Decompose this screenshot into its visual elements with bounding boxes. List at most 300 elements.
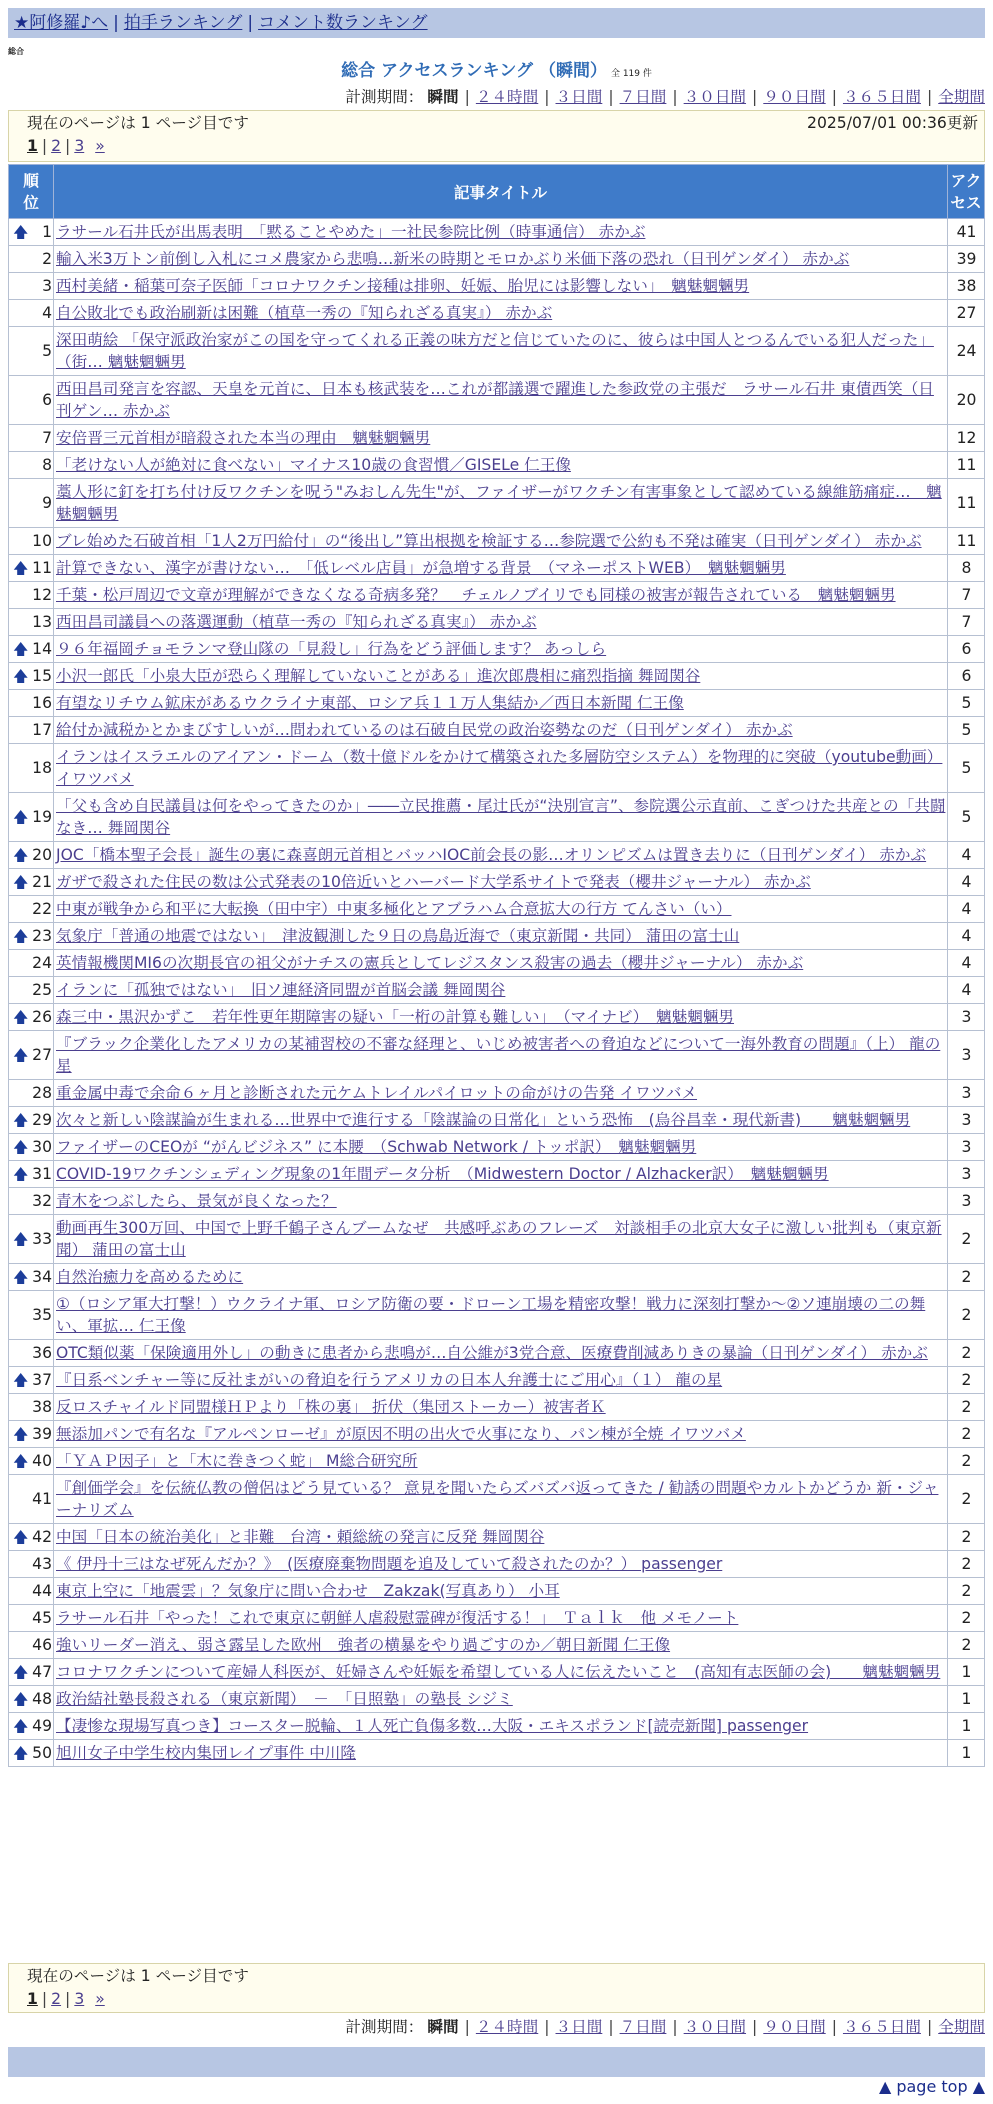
- rank-cell: [9, 977, 54, 1004]
- access-count: 41: [948, 219, 985, 246]
- rank-number: 3: [42, 277, 52, 295]
- page-info-box: [8, 110, 985, 162]
- title-cell: [54, 1107, 948, 1134]
- access-count: 3: [948, 1004, 985, 1031]
- article-title-link[interactable]: 政治結社塾長殺される（東京新聞） － 「日照塾」の塾長 シジミ: [56, 1690, 513, 1708]
- article-title-link[interactable]: 西村美緒・稲葉可奈子医師「コロナワクチン接種は排卵、妊娠、胎児には影響しない」 魑魅魍魎男: [56, 277, 750, 295]
- table-row: [9, 1134, 985, 1161]
- title-cell: [54, 869, 948, 896]
- rank-cell: [9, 1551, 54, 1578]
- access-count: 4: [948, 842, 985, 869]
- table-row: [9, 717, 985, 744]
- title-cell: [54, 300, 948, 327]
- article-title-link[interactable]: 重金属中毒で余命６ヶ月と診断された元ケムトレイルパイロットの命がけの告発 イワツバメ: [56, 1084, 698, 1102]
- rank-cell: [9, 1578, 54, 1605]
- page-top-link[interactable]: ▲ page top ▲: [878, 2077, 985, 2096]
- pager-current-page[interactable]: 1: [27, 137, 38, 155]
- access-count: 5: [948, 744, 985, 793]
- table-row: [9, 1291, 985, 1340]
- title-cell: [54, 663, 948, 690]
- title-cell: [54, 1524, 948, 1551]
- rank-number: 50: [32, 1744, 52, 1762]
- title-cell: [54, 1578, 948, 1605]
- table-row: [9, 1394, 985, 1421]
- title-cell: [54, 923, 948, 950]
- pager-next-link[interactable]: »: [95, 137, 105, 155]
- table-row: [9, 690, 985, 717]
- rank-cell: [9, 300, 54, 327]
- table-row: [9, 1551, 985, 1578]
- title-cell: [54, 1367, 948, 1394]
- period-separator: |: [831, 2018, 837, 2036]
- rank-number: 24: [32, 954, 52, 972]
- access-count: 24: [948, 327, 985, 376]
- period-label: 計測期間：: [345, 2018, 424, 2036]
- period-label: 計測期間：: [345, 88, 424, 106]
- table-row: [9, 1740, 985, 1767]
- title-cell: [54, 1686, 948, 1713]
- rank-number: 16: [32, 694, 52, 712]
- table-row: [9, 923, 985, 950]
- access-count: 2: [948, 1578, 985, 1605]
- title-cell: [54, 977, 948, 1004]
- period-option-link[interactable]: ３０日間: [683, 88, 747, 106]
- article-title-link[interactable]: 藁人形に釘を打ち付け反ワクチンを呪う"みおしん先生"が、ファイザーがワクチン有害事象として認めている線維筋痛症… 魑魅魍魎男: [56, 483, 942, 523]
- rank-cell: [9, 842, 54, 869]
- article-title-link[interactable]: 西田昌司発言を容認、天皇を元首に、日本も核武装を…これが都議選で躍進した参政党の主張だ ラサール石井 東債西笑（日刊ゲン… 赤かぶ: [56, 380, 934, 420]
- table-row: [9, 663, 985, 690]
- rank-cell: [9, 1215, 54, 1264]
- article-title-link[interactable]: 次々と新しい陰謀論が生まれる…世界中で進行する「陰謀論の日常化」という恐怖 (烏谷昌幸・現代新書) 魑魅魍魎男: [56, 1111, 911, 1129]
- rank-cell: [9, 1264, 54, 1291]
- access-count: 3: [948, 1031, 985, 1080]
- article-title-link[interactable]: 英情報機関MI6の次期長官の祖父がナチスの憲兵としてレジスタンス殺害の過去（櫻井ジャーナル） 赤かぶ: [56, 954, 804, 972]
- table-row: [9, 376, 985, 425]
- article-title-link[interactable]: ファイザーのCEOが “がんビジネス” に本腰 （Schwab Network / トッポ訳） 魑魅魍魎男: [56, 1138, 697, 1156]
- title-cell: [54, 1740, 948, 1767]
- access-count: 2: [948, 1291, 985, 1340]
- period-separator: |: [752, 88, 758, 106]
- pager-current-page[interactable]: 1: [27, 1990, 38, 2008]
- article-title-link[interactable]: イランはイスラエルのアイアン・ドーム（数十億ドルをかけて構築された多層防空システム）を物理的に突破（youtube動画） イワツバメ: [56, 748, 943, 788]
- article-title-link[interactable]: ラサール石井「やった！これで東京に朝鮮人虐殺慰霊碑が復活する！」 Ｔａｌｋ 他 メモノート: [56, 1609, 739, 1627]
- pager-separator: |: [65, 137, 71, 155]
- pager-page-link[interactable]: 2: [51, 137, 62, 155]
- rank-number: 46: [32, 1636, 52, 1654]
- rank-cell: [9, 869, 54, 896]
- access-count: 5: [948, 690, 985, 717]
- rank-number: 32: [32, 1192, 52, 1210]
- rank-cell: [9, 1394, 54, 1421]
- pager-page-link[interactable]: 3: [74, 137, 85, 155]
- rank-cell: [9, 1448, 54, 1475]
- period-separator: |: [464, 2018, 470, 2036]
- access-count: 2: [948, 1367, 985, 1394]
- period-option-link[interactable]: ３６５日間: [842, 88, 921, 106]
- rank-number: 27: [32, 1046, 52, 1064]
- period-option-link[interactable]: 全期間: [938, 2018, 985, 2036]
- rank-number: 13: [32, 613, 52, 631]
- access-count: 38: [948, 273, 985, 300]
- article-title-link[interactable]: コロナワクチンについて産婦人科医が、妊婦さんや妊娠を希望している人に伝えたいこと (高知有志医師の会) 魑魅魍魎男: [56, 1663, 941, 1681]
- table-row: [9, 246, 985, 273]
- article-title-link[interactable]: 旭川女子中学生校内集団レイプ事件 中川隆: [56, 1744, 356, 1762]
- title-cell: [54, 1031, 948, 1080]
- nav-separator: |: [113, 13, 119, 33]
- article-title-link[interactable]: 強いリーダー消え、弱さ露呈した欧州 強者の横暴をやり過ごすのか／朝日新聞 仁王像: [56, 1636, 671, 1654]
- access-count: 3: [948, 1107, 985, 1134]
- pager-page-link[interactable]: 2: [51, 1990, 62, 2008]
- title-cell: [54, 1713, 948, 1740]
- column-header-title: 記事タイトル: [54, 165, 948, 219]
- period-separator: |: [464, 88, 470, 106]
- rank-cell: [9, 1080, 54, 1107]
- rank-cell: [9, 528, 54, 555]
- title-cell: [54, 1004, 948, 1031]
- rank-up-arrow-icon: 🡅: [13, 1138, 29, 1156]
- title-cell: [54, 1264, 948, 1291]
- access-count: 27: [948, 300, 985, 327]
- rank-number: 35: [32, 1306, 52, 1324]
- rank-cell: [9, 246, 54, 273]
- access-count: 7: [948, 609, 985, 636]
- table-row: [9, 1080, 985, 1107]
- article-title-link[interactable]: ９６年福岡チョモランマ登山隊の「見殺し」行為をどう評価します？ あっしら: [56, 640, 607, 658]
- rank-cell: [9, 582, 54, 609]
- table-row: [9, 950, 985, 977]
- period-option-link[interactable]: ３０日間: [683, 2018, 747, 2036]
- title-cell: [54, 1134, 948, 1161]
- article-title-link[interactable]: 小沢一郎氏「小泉大臣が恐らく理解していないことがある」進次郎農相に痛烈指摘 舞岡関谷: [56, 667, 701, 685]
- rank-number: 7: [42, 429, 52, 447]
- table-row: [9, 1367, 985, 1394]
- table-row: [9, 1004, 985, 1031]
- table-row: [9, 896, 985, 923]
- column-header-rank: 順位: [9, 165, 54, 219]
- rank-number: 29: [32, 1111, 52, 1129]
- article-title-link[interactable]: 千葉・松戸周辺で文章が理解ができなくなる奇病多発？ チェルノブイリでも同様の被害が報告されている 魑魅魍魎男: [56, 586, 896, 604]
- rank-up-arrow-icon: 🡅: [13, 1528, 29, 1546]
- title-cell: [54, 1394, 948, 1421]
- rank-number: 14: [32, 640, 52, 658]
- article-title-link[interactable]: 反ロスチャイルド同盟様ＨＰより「株の裏」 折伏（集団ストーカー）被害者Ｋ: [56, 1398, 606, 1416]
- table-row: [9, 555, 985, 582]
- rank-number: 47: [32, 1663, 52, 1681]
- title-cell: [54, 1080, 948, 1107]
- home-link[interactable]: ★阿修羅♪へ: [14, 13, 109, 33]
- article-title-link[interactable]: 無添加パンで有名な『アルペンローゼ』が原因不明の出火で火事になり、パン棟が全焼 イワツバメ: [56, 1425, 746, 1443]
- article-title-link[interactable]: 有望なリチウム鉱床があるウクライナ東部、ロシア兵１１万人集結か／西日本新聞 仁王像: [56, 694, 684, 712]
- access-count: 2: [948, 1264, 985, 1291]
- page-top: [879, 2075, 985, 2099]
- rank-cell: [9, 1107, 54, 1134]
- access-count: 2: [948, 1421, 985, 1448]
- article-title-link[interactable]: 自然治癒力を高めるために: [56, 1268, 244, 1286]
- rank-cell: [9, 1740, 54, 1767]
- access-count: 5: [948, 717, 985, 744]
- table-row: [9, 1632, 985, 1659]
- access-count: 6: [948, 663, 985, 690]
- table-row: [9, 1264, 985, 1291]
- table-row: [9, 528, 985, 555]
- rank-number: 31: [32, 1165, 52, 1183]
- title-cell: [54, 246, 948, 273]
- title-cell: [54, 376, 948, 425]
- bottom-bar: [8, 2047, 985, 2077]
- rank-up-arrow-icon: 🡅: [13, 559, 29, 577]
- rank-cell: [9, 273, 54, 300]
- article-title-link[interactable]: 「父も含め自民議員は何をやってきたのか」――立民推薦・尾辻氏が“決別宣言”、参院選公示直前、こぎつけた共産との「共闘なき… 舞岡関谷: [56, 797, 946, 837]
- period-option-link[interactable]: ３６５日間: [842, 2018, 921, 2036]
- pager-bottom: [27, 1988, 105, 2010]
- rank-number: 48: [32, 1690, 52, 1708]
- access-count: 11: [948, 452, 985, 479]
- rank-number: 42: [32, 1528, 52, 1546]
- table-row: [9, 1188, 985, 1215]
- rank-number: 36: [32, 1344, 52, 1362]
- title-cell: [54, 717, 948, 744]
- article-title-link[interactable]: 動画再生300万回、中国で上野千鶴子さんブームなぜ 共感呼ぶあのフレーズ 対談相手の北京大女子に激しい批判も（東京新聞） 蒲田の富士山: [56, 1219, 942, 1259]
- article-title-link[interactable]: 深田萌絵 「保守派政治家がこの国を守ってくれる正義の味方だと信じていたのに、彼らは中国人とつるんでいる犯人だった」（街… 魑魅魍魎男: [56, 331, 934, 371]
- title-cell: [54, 1161, 948, 1188]
- article-title-link[interactable]: 自公敗北でも政治刷新は困難（植草一秀の『知られざる真実』） 赤かぶ: [56, 304, 553, 322]
- applause-ranking-link[interactable]: 拍手ランキング: [123, 13, 243, 33]
- article-title-link[interactable]: 『創価学会』を伝統仏教の僧侶はどう見ている？ 意見を聞いたらズバズバ返ってきた / 勧誘の問題やカルトかどうか 新・ジャーナリズム: [56, 1479, 939, 1519]
- rank-number: 23: [32, 927, 52, 945]
- article-title-link[interactable]: 安倍晋三元首相が暗殺された本当の理由 魑魅魍魎男: [56, 429, 431, 447]
- table-row: [9, 300, 985, 327]
- rank-cell: [9, 1367, 54, 1394]
- period-current: 瞬間: [427, 2018, 459, 2036]
- pager-page-link[interactable]: 3: [74, 1990, 85, 2008]
- table-row: [9, 1107, 985, 1134]
- article-title-link[interactable]: ラサール石井氏が出馬表明 「黙ることやめた」一社民参院比例（時事通信） 赤かぶ: [56, 223, 646, 241]
- period-option-link[interactable]: ７日間: [619, 88, 667, 106]
- rank-cell: [9, 744, 54, 793]
- article-title-link[interactable]: 青木をつぶしたら、景気が良くなった？: [56, 1192, 337, 1210]
- access-count: 20: [948, 376, 985, 425]
- period-separator: |: [544, 88, 550, 106]
- access-count: 4: [948, 950, 985, 977]
- rank-number: 26: [32, 1008, 52, 1026]
- rank-number: 30: [32, 1138, 52, 1156]
- rank-cell: [9, 1659, 54, 1686]
- table-row: [9, 273, 985, 300]
- table-row: [9, 1686, 985, 1713]
- period-option-link[interactable]: ３日間: [555, 2018, 603, 2036]
- pager-next-link[interactable]: »: [95, 1990, 105, 2008]
- period-option-link[interactable]: 全期間: [938, 88, 985, 106]
- pager: [27, 135, 105, 157]
- title-cell: [54, 690, 948, 717]
- article-title-link[interactable]: ブレ始めた石破首相「1人2万円給付」の“後出し”算出根拠を検証する…参院選で公約も不発は確実（日刊ゲンダイ） 赤かぶ: [56, 532, 922, 550]
- rank-cell: [9, 479, 54, 528]
- table-row: [9, 1215, 985, 1264]
- article-title-link[interactable]: 輸入米3万トン前倒し入札にコメ農家から悲鳴…新米の時期とモロかぶり米価下落の恐れ（日刊ゲンダイ） 赤かぶ: [56, 250, 850, 268]
- rank-cell: [9, 1605, 54, 1632]
- period-separator: |: [544, 2018, 550, 2036]
- rank-cell: [9, 219, 54, 246]
- access-count: 2: [948, 1215, 985, 1264]
- rank-up-arrow-icon: 🡅: [13, 1046, 29, 1064]
- rank-up-arrow-icon: 🡅: [13, 667, 29, 685]
- rank-number: 44: [32, 1582, 52, 1600]
- title-cell: [54, 1605, 948, 1632]
- table-row: [9, 582, 985, 609]
- rank-number: 41: [32, 1490, 52, 1508]
- table-row: [9, 793, 985, 842]
- table-row: [9, 425, 985, 452]
- table-row: [9, 1031, 985, 1080]
- page-info-box-bottom: [8, 1963, 985, 2013]
- total-count: 全 119 件: [610, 69, 652, 79]
- rank-up-arrow-icon: 🡅: [13, 846, 29, 864]
- access-count: 4: [948, 923, 985, 950]
- access-count: 4: [948, 896, 985, 923]
- article-title-link[interactable]: 西田昌司議員への落選運動（植草一秀の『知られざる真実』） 赤かぶ: [56, 613, 537, 631]
- access-count: 3: [948, 1134, 985, 1161]
- rank-cell: [9, 896, 54, 923]
- rank-up-arrow-icon: 🡅: [13, 640, 29, 658]
- rank-number: 37: [32, 1371, 52, 1389]
- period-separator: |: [926, 2018, 933, 2036]
- article-title-link[interactable]: 計算できない、漢字が書けない… 「低レベル店員」が急増する背景 （マネーポストWEB） 魑魅魍魎男: [56, 559, 786, 577]
- period-separator: |: [672, 88, 678, 106]
- rank-number: 21: [32, 873, 52, 891]
- rank-up-arrow-icon: 🡅: [13, 1230, 29, 1248]
- article-title-link[interactable]: 『日系ベンチャー等に反社まがいの脅迫を行うアメリカの日本人弁護士にご用心』（１） 龍の星: [56, 1371, 723, 1389]
- rank-cell: [9, 1421, 54, 1448]
- rank-cell: [9, 1161, 54, 1188]
- table-row: [9, 1578, 985, 1605]
- rank-cell: [9, 376, 54, 425]
- article-title-link[interactable]: 【凄惨な現場写真つき】コースター脱輪、１人死亡負傷多数…大阪・エキスポランド[読売新聞] passenger: [56, 1717, 809, 1735]
- rank-number: 22: [32, 900, 52, 918]
- table-row: [9, 219, 985, 246]
- article-title-link[interactable]: 森三中・黒沢かずこ 若年性更年期障害の疑い「一桁の計算も難しい」 （マイナビ） 魑魅魍魎男: [56, 1008, 735, 1026]
- rank-up-arrow-icon: 🡅: [13, 1663, 29, 1681]
- article-title-link[interactable]: 気象庁「普通の地震ではない」 津波観測した９日の鳥島近海で（東京新聞・共同） 蒲田の富士山: [56, 927, 740, 945]
- access-count: 7: [948, 582, 985, 609]
- period-separator: |: [672, 2018, 678, 2036]
- period-option-link[interactable]: ９０日間: [763, 88, 826, 106]
- rank-number: 43: [32, 1555, 52, 1573]
- article-title-link[interactable]: OTC類似薬「保険適用外し」の動きに患者から悲鳴が…自公維が3党合意、医療費削減ありきの暴論（日刊ゲンダイ） 赤かぶ: [56, 1344, 928, 1362]
- access-count: 3: [948, 1161, 985, 1188]
- article-title-link[interactable]: ガザで殺された住民の数は公式発表の10倍近いとハーバード大学系サイトで発表（櫻井ジャーナル） 赤かぶ: [56, 873, 811, 891]
- table-row: [9, 1524, 985, 1551]
- title-cell: [54, 842, 948, 869]
- ranking-title: 総合 アクセスランキング （瞬間）: [341, 61, 607, 81]
- pager-separator: |: [65, 1990, 71, 2008]
- title-cell: [54, 1188, 948, 1215]
- rank-cell: [9, 1632, 54, 1659]
- period-option-link[interactable]: ７日間: [619, 2018, 667, 2036]
- article-title-link[interactable]: 東京上空に「地震雲」？気象庁に問い合わせ Zakzak(写真あり） 小耳: [56, 1582, 560, 1600]
- rank-number: 1: [42, 223, 52, 241]
- table-row: [9, 1421, 985, 1448]
- title-cell: [54, 1291, 948, 1340]
- pager-separator: |: [41, 1990, 48, 2008]
- rank-number: 38: [32, 1398, 52, 1416]
- table-row: [9, 452, 985, 479]
- period-option-link[interactable]: ３日間: [555, 88, 603, 106]
- rank-cell: [9, 1134, 54, 1161]
- title-cell: [54, 327, 948, 376]
- title-cell: [54, 1340, 948, 1367]
- rank-cell: [9, 636, 54, 663]
- period-selector-bottom: [345, 2015, 985, 2039]
- period-separator: |: [926, 88, 933, 106]
- access-count: 11: [948, 528, 985, 555]
- nav-separator: |: [247, 13, 254, 33]
- period-option-link[interactable]: ９０日間: [763, 2018, 826, 2036]
- rank-number: 40: [32, 1452, 52, 1470]
- table-row: [9, 977, 985, 1004]
- access-count: 1: [948, 1659, 985, 1686]
- rank-cell: [9, 1291, 54, 1340]
- comment-ranking-link[interactable]: コメント数ランキング: [258, 13, 428, 33]
- rank-cell: [9, 1004, 54, 1031]
- table-row: [9, 1340, 985, 1367]
- rank-number: 8: [42, 456, 52, 474]
- article-title-link[interactable]: 『ブラック企業化したアメリカの某補習校の不審な経理と、いじめ被害者への脅迫などについて一海外教育の問題』（上） 龍の星: [56, 1035, 941, 1075]
- table-row: [9, 1713, 985, 1740]
- title-cell: [54, 1659, 948, 1686]
- title-cell: [54, 793, 948, 842]
- title-cell: [54, 452, 948, 479]
- article-title-link[interactable]: 中東が戦争から和平に大転換（田中宇）中東多極化とアブラハム合意拡大の行方 てんさい（い）: [56, 900, 732, 918]
- article-title-link[interactable]: JOC「橋本聖子会長」誕生の裏に森喜朗元首相とバッハIOC前会長の影…オリンピズムは置き去りに（日刊ゲンダイ） 赤かぶ: [56, 846, 927, 864]
- title-cell: [54, 636, 948, 663]
- rank-number: 11: [32, 559, 52, 577]
- rank-cell: [9, 425, 54, 452]
- period-option-link[interactable]: ２４時間: [475, 88, 539, 106]
- access-count: 2: [948, 1605, 985, 1632]
- article-title-link[interactable]: COVID-19ワクチンシェディング現象の1年間データ分析 （Midwestern Doctor / Alzhacker訳） 魑魅魍魎男: [56, 1165, 829, 1183]
- title-cell: [54, 425, 948, 452]
- title-cell: [54, 273, 948, 300]
- access-count: 2: [948, 1632, 985, 1659]
- table-row: [9, 842, 985, 869]
- article-title-link[interactable]: 「老けない人が絶対に食べない」マイナス10歳の食習慣／GISELe 仁王像: [56, 456, 571, 474]
- period-current: 瞬間: [427, 88, 459, 106]
- access-count: 2: [948, 1524, 985, 1551]
- article-title-link[interactable]: 給付か減税かとかまびすしいが…問われているのは石破自民党の政治姿勢なのだ（日刊ゲンダイ） 赤かぶ: [56, 721, 793, 739]
- rank-cell: [9, 1524, 54, 1551]
- page-info-text: 現在のページは 1 ページ目です: [27, 1967, 249, 1985]
- article-title-link[interactable]: 「ＹＡＰ因子」と「木に巻きつく蛇」 M総合研究所: [56, 1452, 418, 1470]
- article-title-link[interactable]: ①（ロシア軍大打撃！）ウクライナ軍、ロシア防衛の要・ドローン工場を精密攻撃！戦力に深刻打撃か～②ソ連崩壊の二の舞い、軍拡… 仁王像: [56, 1295, 926, 1335]
- rank-up-arrow-icon: 🡅: [13, 223, 29, 241]
- period-option-link[interactable]: ２４時間: [475, 2018, 539, 2036]
- article-title-link[interactable]: 中国「日本の統治美化」と非難 台湾・頼総統の発言に反発 舞岡関谷: [56, 1528, 545, 1546]
- rank-up-arrow-icon: 🡅: [13, 927, 29, 945]
- article-title-link[interactable]: 《 伊丹十三はなぜ死んだか？》 (医療廃棄物問題を追及していて殺されたのか？） passenger: [56, 1555, 723, 1573]
- access-count: 4: [948, 977, 985, 1004]
- rank-cell: [9, 950, 54, 977]
- title-cell: [54, 528, 948, 555]
- table-row: [9, 1448, 985, 1475]
- rank-up-arrow-icon: 🡅: [13, 1111, 29, 1129]
- access-count: 2: [948, 1475, 985, 1524]
- rank-up-arrow-icon: 🡅: [13, 1008, 29, 1026]
- article-title-link[interactable]: イランに「孤独ではない」 旧ソ連経済同盟が首脳会議 舞岡関谷: [56, 981, 506, 999]
- title-cell: [54, 479, 948, 528]
- access-count: 12: [948, 425, 985, 452]
- rank-up-arrow-icon: 🡅: [13, 873, 29, 891]
- table-row: [9, 869, 985, 896]
